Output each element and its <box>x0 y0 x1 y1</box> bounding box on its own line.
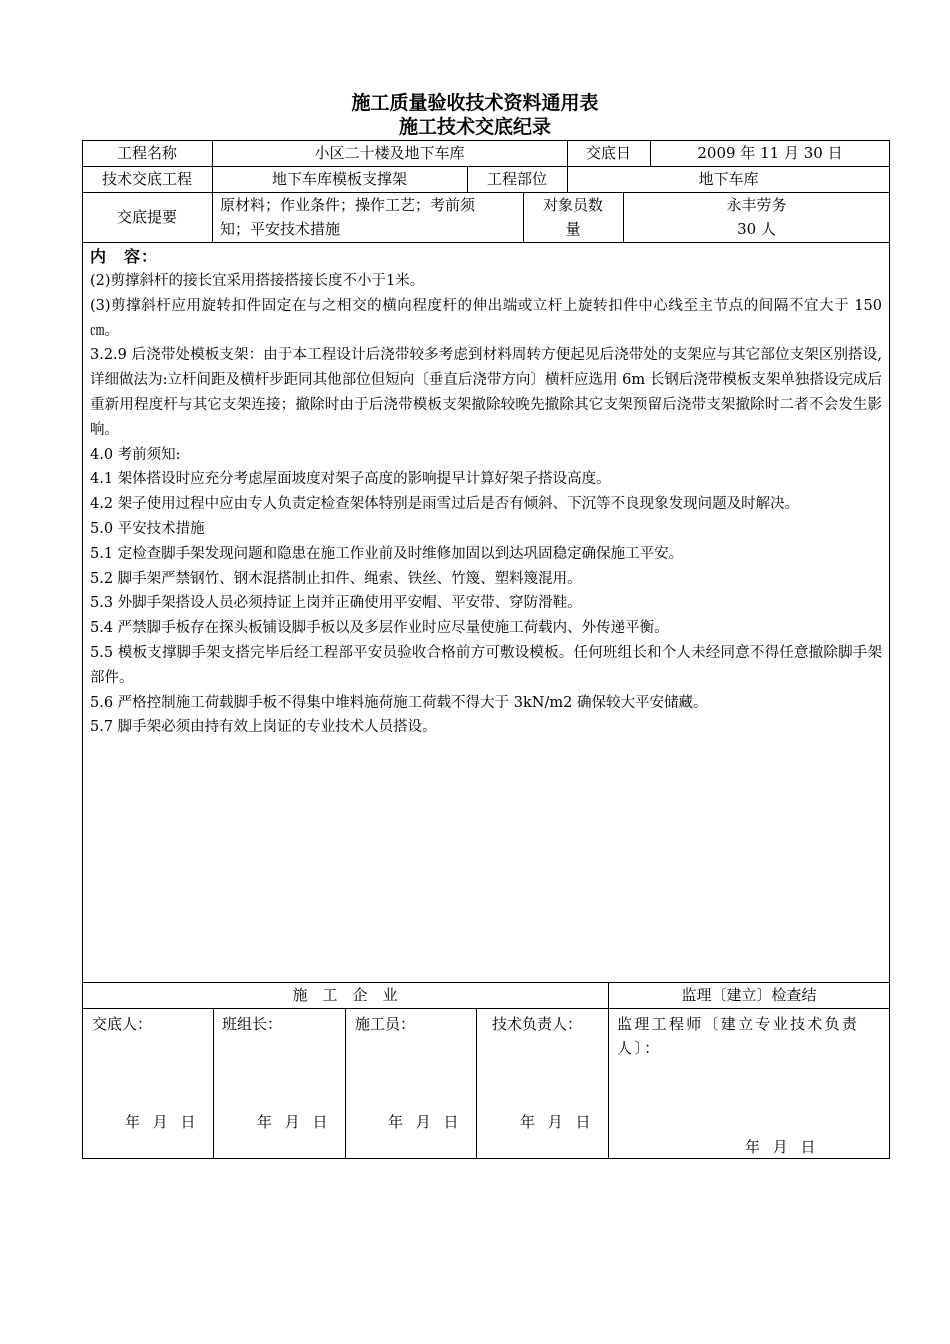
target-value-line-1: 永丰劳务 <box>726 196 787 214</box>
row-divider <box>82 242 890 243</box>
discloser-signature: 交底人： <box>92 1015 153 1033</box>
content-paragraph: 4.1 架体搭设时应充分考虑屋面坡度对架子高度的影响提早计算好架子搭设高度。 <box>90 471 611 488</box>
col-divider <box>213 1008 214 1159</box>
target-count-label <box>523 193 623 241</box>
date-value: 2009 年 11 月 30 日 <box>697 144 843 162</box>
content-paragraph: 5.7 脚手架必须由持有效上岗证的专业技术人员搭设。 <box>90 719 437 736</box>
content-paragraph: (2)剪撑斜杆的接长宜采用搭接搭接长度不小于1米。 <box>90 273 425 289</box>
date-label: 交底日 <box>585 144 631 162</box>
supervisor-line-2: 人〕： <box>617 1039 662 1057</box>
sign-date: 年 月 日 <box>125 1113 200 1131</box>
target-count-value <box>623 193 890 241</box>
content-paragraph: 5.5 模板支撑脚手架支搭完毕后经工程部平安员验收合格前方可敷设模板。任何班组长和个人未经同意不得任意撤除脚手架部件。 <box>90 644 882 686</box>
target-value-line-2: 30 人 <box>737 220 776 238</box>
supervisor-line-1: 监理工程师〔建立专业技术负责 <box>617 1015 860 1033</box>
content-paragraph: 4.0 考前须知: <box>90 446 181 463</box>
project-part-value: 地下车库 <box>698 170 759 188</box>
content-label: 内 容： <box>90 247 159 266</box>
row-divider <box>82 1008 890 1009</box>
project-part-label: 工程部位 <box>486 170 547 188</box>
target-label-line-1: 对象员数 <box>542 196 603 214</box>
supervision-check-label: 监理〔建立〕检查结 <box>681 986 817 1004</box>
project-name-value: 小区二十楼及地下车库 <box>314 144 465 162</box>
summary-line-1: 原材料；作业条件；操作工艺；考前须 <box>220 196 476 214</box>
content-paragraph: 5.6 严格控制施工荷载脚手板不得集中堆料施荷施工荷载不得大于 3kN/m2 确保较大平安储藏。 <box>90 694 708 711</box>
sign-date: 年 月 日 <box>388 1113 463 1131</box>
summary-label: 交底提要 <box>116 208 177 226</box>
tech-lead-signature: 技术负责人： <box>492 1015 583 1033</box>
document-subtitle: 施工技术交底纪录 <box>398 116 551 138</box>
supervisor-signature <box>617 1012 883 1060</box>
sign-date: 年 月 日 <box>257 1113 332 1131</box>
content-paragraph: 5.3 外脚手架搭设人员必须持证上岗并正确使用平安帽、平安带、穿防滑鞋。 <box>90 595 582 612</box>
content-paragraph: 3.2.9 后浇带处模板支架：由于本工程设计后浇带较多考虑到材料周转方便起见后浇带处的支架应与其它部位支架区别搭设,详细做法为:立杆间距及横杆步距同其他部位但短向〔垂直后浇带方向〕横杆应选用 6m 长钢后浇带模板支架单独搭设完成后重新用程度杆与其它支架连接；撤除时由于后浇带模板支架撤除较晚先撤除其它支架预留后浇带支架撤除时二者不会发生影响。 <box>90 347 882 438</box>
col-divider <box>212 192 213 242</box>
constructor-signature: 施工员： <box>355 1015 416 1033</box>
tech-disclosure-value: 地下车库模板支撑架 <box>271 170 407 188</box>
content-section <box>90 245 882 740</box>
project-name-label: 工程名称 <box>116 144 177 162</box>
construction-company-label: 施 工 企 业 <box>292 986 398 1004</box>
content-paragraph: 5.2 脚手架严禁钢竹、钢木混搭制止扣件、绳索、铁丝、竹篾、塑料篾混用。 <box>90 570 582 587</box>
tech-disclosure-label: 技术交底工程 <box>101 170 192 188</box>
supervisor-sign-date: 年 月 日 <box>745 1138 820 1156</box>
content-paragraph: 5.1 定检查脚手架发现问题和隐患在施工作业前及时维修加固以到达巩固稳定确保施工平安。 <box>90 545 684 562</box>
col-divider <box>476 1008 477 1159</box>
sign-date: 年 月 日 <box>520 1113 595 1131</box>
team-leader-signature: 班组长： <box>222 1015 283 1033</box>
document-title: 施工质量验收技术资料通用表 <box>351 92 599 114</box>
content-paragraph: 4.2 架子使用过程中应由专人负责定检查架体特别是雨雪过后是否有倾斜、下沉等不良现象发现问题及时解决。 <box>90 496 800 513</box>
col-divider <box>608 982 609 1159</box>
col-divider <box>345 1008 346 1159</box>
content-paragraph: (3)剪撑斜杆应用旋转扣件固定在与之相交的横向程度杆的伸出端或立杆上旋转扣件中心线至主节点的间隔不宜大于 150㎝。 <box>90 297 882 339</box>
content-paragraph: 5.0 平安技术措施 <box>90 520 205 537</box>
target-label-line-2: 量 <box>565 220 581 238</box>
content-paragraph: 5.4 严禁脚手板存在探头板铺设脚手板以及多层作业时应尽量使施工荷载内、外传递平衡。 <box>90 620 669 637</box>
summary-line-2: 知；平安技术措施 <box>220 220 341 238</box>
summary-text <box>220 193 520 241</box>
